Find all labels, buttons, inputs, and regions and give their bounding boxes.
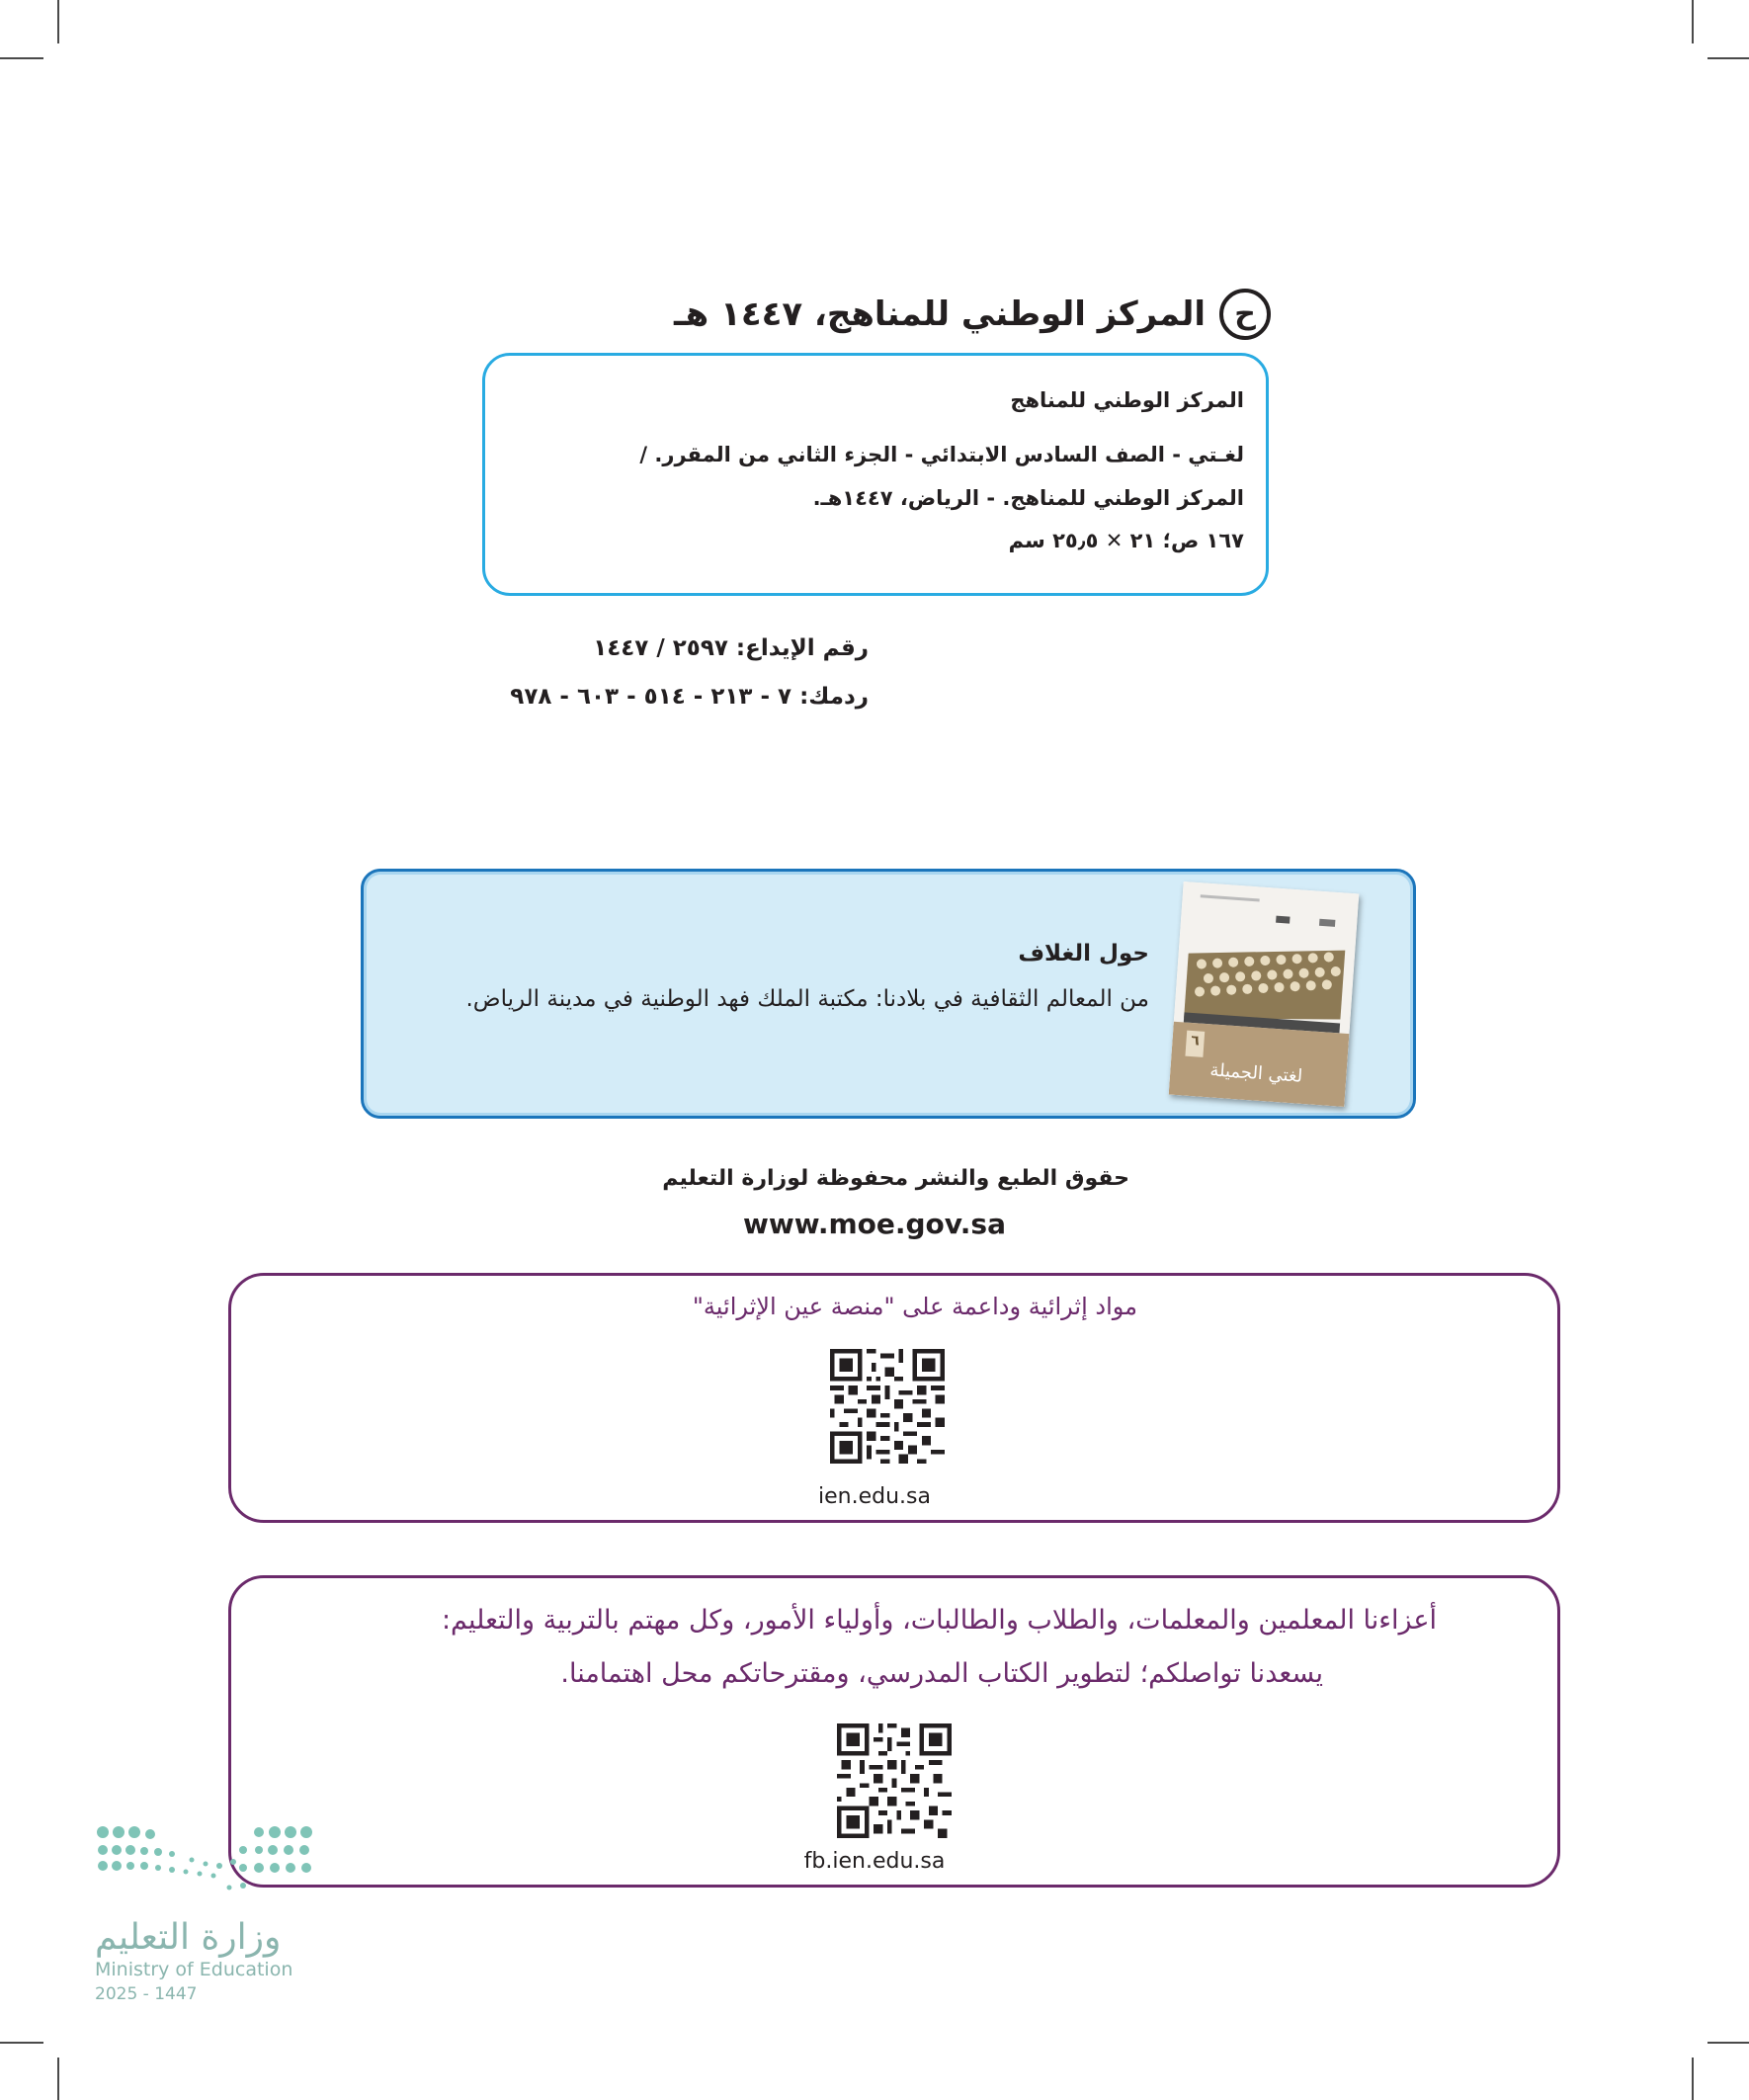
qr-label-ien[interactable]: ien.edu.sa [818, 1484, 931, 1509]
ministry-website-link[interactable]: www.moe.gov.sa [743, 1208, 1006, 1240]
crop-mark [1707, 57, 1749, 59]
book-title: لغتي الجميلة [1208, 1059, 1303, 1087]
catalog-line: ١٦٧ ص؛ ٢١ ✕ ٢٥٫٥ سم [1008, 529, 1244, 552]
book-number: ٦ [1190, 1032, 1201, 1050]
ministry-name-arabic: وزارة التعليم [95, 1917, 282, 1958]
ministry-name-english: Ministry of Education [95, 1959, 293, 1980]
crop-mark [0, 2042, 43, 2044]
feedback-line-2: يسعدنا تواصلكم؛ لتطوير الكتاب المدرسي، ومقترحاتكم محل اهتمامنا. [560, 1658, 1323, 1689]
catalog-line: المركز الوطني للمناهج. - الرياض، ١٤٤٧هـ. [812, 486, 1244, 510]
crop-mark [57, 2058, 59, 2100]
copyright-symbol: ح [1219, 289, 1271, 340]
enrichment-text: مواد إثرائية وداعمة على "منصة عين الإثرائية" [692, 1293, 1137, 1320]
deposit-number: رقم الإيداع: ٢٥٩٧ / ١٤٤٧ [593, 635, 869, 661]
copyright-header [674, 285, 1271, 344]
about-cover-title: حول الغلاف [1018, 941, 1149, 966]
ministry-year: 2025 - 1447 [95, 1984, 198, 2004]
cataloging-box [482, 353, 1269, 596]
ministry-logo-dots-icon [95, 1824, 322, 1923]
copyright-notice: حقوق الطبع والنشر محفوظة لوزارة التعليم [662, 1166, 1129, 1191]
crop-mark [1692, 0, 1694, 43]
catalog-line: لغـتي - الصف السادس الابتدائي - الجزء الثاني من المقرر. / [639, 443, 1244, 466]
qr-code-icon [836, 1723, 953, 1838]
isbn: ردمك: ٧ - ٢١٣ - ٥١٤ - ٦٠٣ - ٩٧٨ [510, 684, 869, 710]
book-cover-thumbnail [1169, 882, 1360, 1107]
page-title: المركز الوطني للمناهج، ١٤٤٧ هـ [674, 294, 1206, 334]
qr-label-feedback[interactable]: fb.ien.edu.sa [803, 1849, 946, 1874]
about-cover-description: من المعالم الثقافية في بلادنا: مكتبة الملك فهد الوطنية في مدينة الرياض. [465, 986, 1149, 1012]
crop-mark [1692, 2058, 1694, 2100]
crop-mark [0, 57, 43, 59]
qr-code-ien[interactable] [829, 1349, 946, 1464]
crop-mark [57, 0, 59, 43]
feedback-line-1: أعزاءنا المعلمين والمعلمات، والطلاب والطالبات، وأولياء الأمور، وكل مهتم بالتربية والتعليم: [441, 1605, 1437, 1636]
catalog-line: المركز الوطني للمناهج [1010, 388, 1244, 412]
qr-code-icon [829, 1349, 946, 1464]
qr-code-feedback[interactable] [836, 1723, 953, 1838]
crop-mark [1707, 2042, 1749, 2044]
